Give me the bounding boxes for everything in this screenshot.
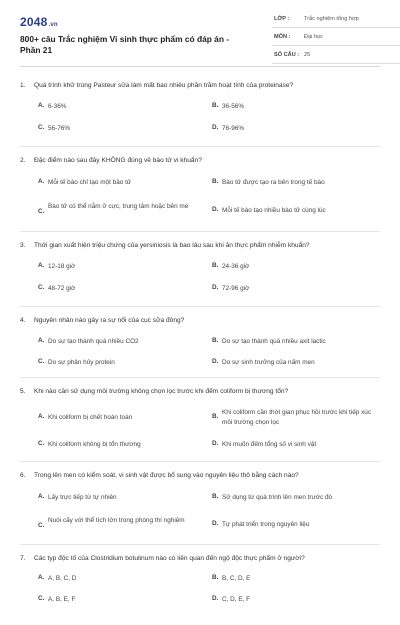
option-letter: D. [212,595,219,602]
question-number: 7. [20,555,26,562]
option-letter: C. [38,284,45,291]
question-prompt: Trong lên men có kiểm soát, vi sinh vật được bổ sung vào nguyên liệu thô bằng cách nào? [34,472,299,479]
option-letter: D. [212,440,219,447]
question-text [20,555,305,562]
option-text: C, D, E, F [222,596,251,603]
question-text [20,388,288,395]
option-letter: A. [38,413,45,420]
question-prompt: Quá trình khử trùng Pasteur sữa làm mất bao nhiêu phần trăm hoạt tính của proteinase? [34,82,294,89]
option-text: Tự phát triển trong nguyên liệu [222,521,310,528]
option-text: Do sự tạo thành quá nhiều axit lactic [222,338,326,345]
option-text: B, C, D, E [222,575,251,582]
meta-label: LỚP : [274,16,290,22]
logo-main: 2048 [20,15,48,29]
option-text: 48-72 giờ [48,285,76,292]
document-title: 800+ câu Trắc nghiệm Vi sinh thực phẩm có đáp án - Phần 21 [20,34,230,55]
logo-tld: .vn [48,22,58,28]
option-text: Nuôi cấy với thể tích lớn trong phòng thí nghiệm [48,517,185,524]
question-text [20,472,299,479]
option-text: Khi coliform không bị tổn thương [48,441,141,448]
option-text: Khi muốn đếm tổng số vi sinh vật [222,441,317,448]
question-prompt: Nguyên nhân nào gây ra sự nổi của cục sữa đông? [34,317,185,324]
option-letter: C. [38,440,45,447]
option-text: 12-18 giờ [48,263,76,270]
option-letter: D. [212,284,219,291]
question-number: 6. [20,472,26,479]
option-text: Bào tử có thể nằm ở cực, trung tâm hoặc bên mé [48,203,189,210]
meta-label: MÔN : [274,34,291,40]
option-letter: A. [38,178,45,185]
option-letter: B. [212,493,219,500]
question-item [20,307,380,378]
option-letter: B. [212,574,219,581]
question-item [20,72,380,147]
meta-label: SỐ CÂU : [274,52,300,58]
question-text [20,242,310,249]
option-letter: B. [212,262,219,269]
option-text: Do sự tạo thành quá nhiều CO2 [48,338,139,345]
document-header [20,0,380,67]
option-text: 56-76% [48,125,71,132]
option-letter: A. [38,102,45,109]
option-text: Khi coliform cần thời gian phục hồi trước khi tiếp xúc môi trường chọn lọc [222,409,372,426]
question-number: 3. [20,242,26,249]
option-letter: D. [212,358,219,365]
option-letter: C. [38,522,45,529]
option-letter: A. [38,493,45,500]
option-text: A, B, C, D [48,575,77,582]
option-letter: C. [38,595,45,602]
question-text [20,157,202,164]
question-text [20,82,293,89]
question-number: 4. [20,317,26,324]
meta-value: Trắc nghiệm tổng hợp [304,16,359,22]
question-prompt: Khi nào cần sử dụng môi trường không chọn lọc trước khi đếm coliform bị thương tổn? [34,388,289,395]
option-text: Lấy trực tiếp từ tự nhiên [48,494,117,501]
option-text: A, B, E, F [48,596,76,603]
question-prompt: Các typ độc tố của Clostridium botulinum nào có liên quan đến ngộ độc thực phẩm ở người? [34,555,305,562]
option-letter: A. [38,337,45,344]
option-text: 24-36 giờ [222,263,250,270]
option-text: Do sự sinh trưởng của nấm men [222,359,315,366]
option-letter: A. [38,262,45,269]
question-item [20,232,380,307]
option-letter: D. [212,206,219,213]
question-text [20,317,184,324]
option-text: 72-96 giờ [222,285,250,292]
option-text: Do sự phân hủy protein [48,359,115,366]
site-logo[interactable] [20,15,58,29]
question-item [20,545,380,625]
option-text: Mỗi tế bào chỉ tạo một bào tử [48,179,132,186]
question-number: 2. [20,157,26,164]
option-text: 76-96% [222,125,245,132]
meta-row-class [272,14,400,28]
option-text: Khi coliform bị chết hoàn toàn [48,414,133,421]
option-letter: C. [38,124,45,131]
question-number: 5. [20,388,26,395]
option-letter: B. [212,178,219,185]
meta-info [272,14,400,68]
meta-row-count [272,50,400,64]
option-letter: B. [212,337,219,344]
option-letter: D. [212,124,219,131]
option-text: 36-56% [222,103,245,110]
option-text: Mỗi tế bào tạo nhiều bào tử cùng lúc [222,207,326,214]
meta-row-subject [272,32,400,46]
option-letter: C. [38,358,45,365]
option-text: Sử dụng từ quá trình lên men trước đó [222,494,333,501]
question-prompt: Đặc điểm nào sau đây KHÔNG đúng về bào tử vi khuẩn? [34,157,202,164]
option-text: 6-36% [48,103,67,110]
meta-value: 25 [304,52,311,58]
option-letter: D. [212,520,219,527]
question-list [20,72,380,625]
option-text: Bào tử được tạo ra bên trong tế bào [222,179,325,186]
option-letter: B. [212,413,219,420]
question-prompt: Thời gian xuất hiện triệu chứng của yersiniosis là bao lâu sau khi ăn thực phẩm nhiễm khuẩn? [34,242,310,249]
question-item [20,147,380,232]
option-letter: B. [212,102,219,109]
option-letter: C. [38,208,45,215]
option-letter: A. [38,574,45,581]
question-item [20,378,380,462]
meta-value: Đại học [304,34,323,40]
question-number: 1. [20,82,26,89]
question-item [20,462,380,545]
